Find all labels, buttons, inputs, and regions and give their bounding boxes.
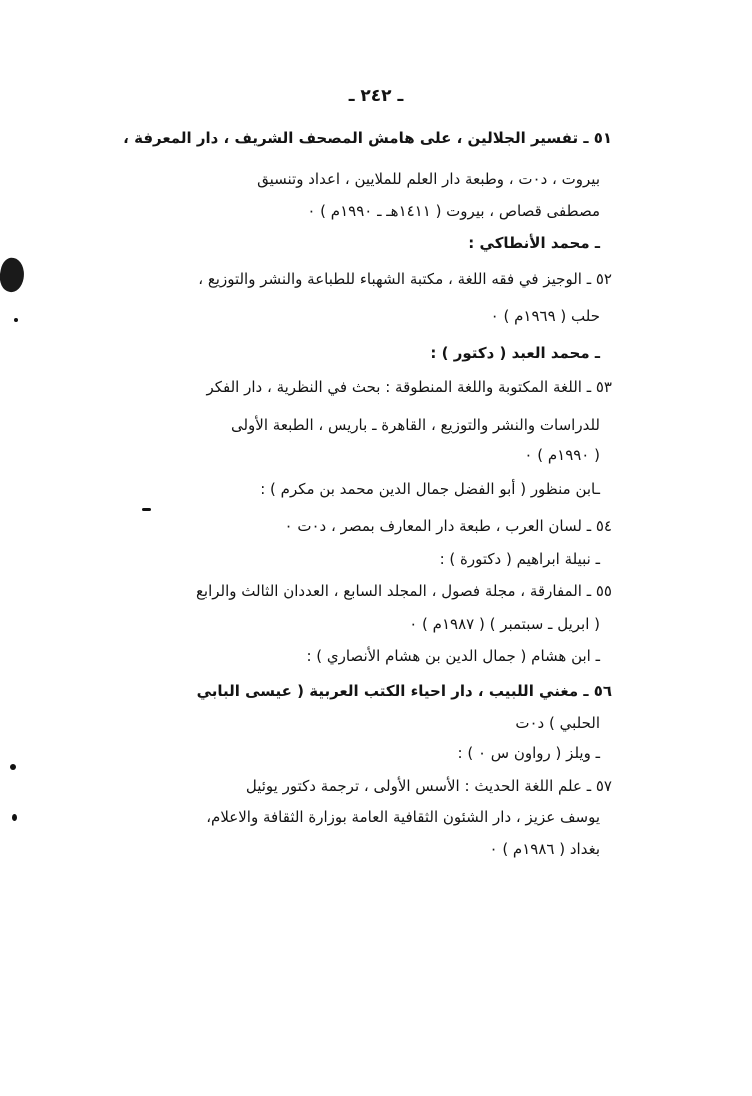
scan-speck	[14, 318, 18, 322]
entry-57-line-1: ٥٧ ـ علم اللغة الحديث : الأسس الأولى ، ترجمة دكتور يوئيل	[245, 777, 612, 795]
entry-53-line-2: للدراسات والنشر والتوزيع ، القاهرة ـ باريس ، الطبعة الأولى	[230, 416, 600, 434]
entry-51-line-2: بيروت ، د٠ت ، وطبعة دار العلم للملايين ، اعداد وتنسيق	[257, 170, 600, 188]
scan-blot	[0, 256, 27, 294]
entry-57-line-3: بغداد ( ١٩٨٦م ) ٠	[489, 840, 600, 858]
entry-56-line-1: ٥٦ ـ مغني اللبيب ، دار احياء الكتب العربية ( عيسى البابي	[196, 682, 612, 700]
entry-53-line-3: ( ١٩٩٠م ) ٠	[524, 446, 600, 464]
scan-speck	[12, 814, 17, 821]
entry-57-line-2: يوسف عزيز ، دار الشئون الثقافية العامة بوزارة الثقافة والاعلام،	[206, 808, 600, 826]
scan-speck	[10, 764, 16, 770]
entry-54-line-1: ٥٤ ـ لسان العرب ، طبعة دار المعارف بمصر ، د٠ت ٠	[284, 517, 612, 535]
author-heading-nabila: ـ نبيلة ابراهيم ( دكتورة ) :	[439, 550, 600, 568]
entry-53-line-1: ٥٣ ـ اللغة المكتوبة واللغة المنطوقة : بحث في النظرية ، دار الفكر	[206, 378, 612, 396]
page-number: ـ ٢٤٢ ـ	[348, 86, 404, 106]
author-heading-ibn-manzur: ـابن منظور ( أبو الفضل جمال الدين محمد بن مكرم ) :	[260, 480, 600, 498]
author-heading-abd: ـ محمد العبد ( دكتور ) :	[430, 344, 600, 362]
entry-55-line-2: ( ابريل ـ سبتمبر ) ( ١٩٨٧م ) ٠	[409, 615, 600, 633]
entry-52-line-1: ٥٢ ـ الوجيز في فقه اللغة ، مكتبة الشهباء للطباعة والنشر والتوزيع ،	[198, 270, 612, 288]
author-heading-wells: ـ ويلز ( رواون س ٠ ) :	[457, 744, 600, 762]
entry-56-line-2: الحلبي ) د٠ت	[515, 714, 600, 732]
author-heading-antaki: ـ محمد الأنطاكي :	[468, 234, 600, 252]
scan-speck	[142, 508, 151, 511]
entry-52-line-2: حلب ( ١٩٦٩م ) ٠	[490, 307, 600, 325]
author-heading-ibn-hisham: ـ ابن هشام ( جمال الدين بن هشام الأنصاري ) :	[306, 647, 600, 665]
entry-55-line-1: ٥٥ ـ المفارقة ، مجلة فصول ، المجلد السابع ، العددان الثالث والرابع	[195, 582, 612, 600]
entry-51-line-1: ٥١ ـ تفسير الجلالين ، على هامش المصحف الشريف ، دار المعرفة ،	[123, 129, 612, 147]
entry-51-line-3: مصطفى قصاص ، بيروت ( ١٤١١هـ ـ ١٩٩٠م ) ٠	[307, 202, 600, 220]
